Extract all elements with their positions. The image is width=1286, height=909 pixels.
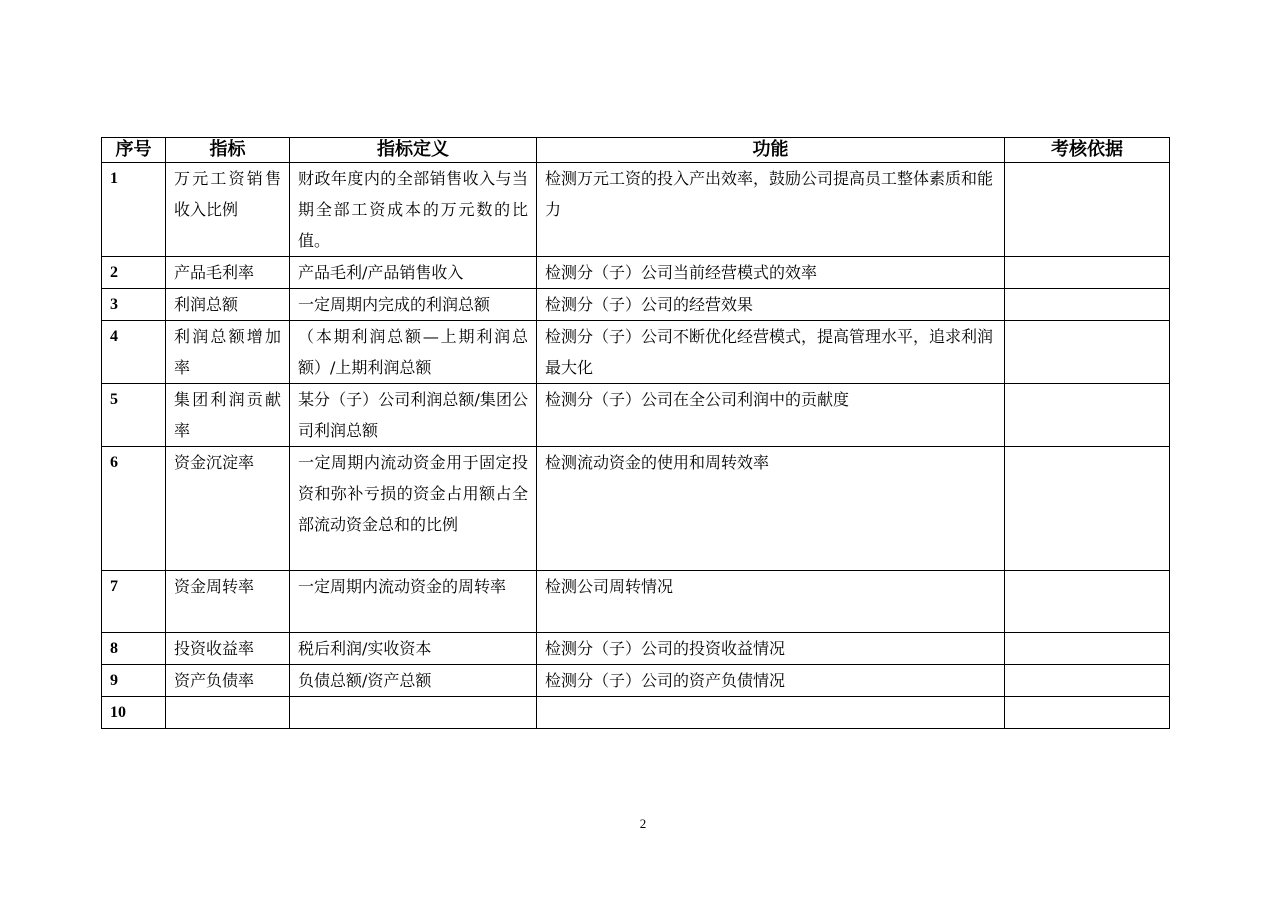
table-row (102, 321, 1170, 384)
definition-cell: 某分（子）公司利润总额/集团公司利润总额 (290, 384, 537, 447)
indicator-cell: 产品毛利率 (166, 257, 290, 289)
table-row (102, 289, 1170, 321)
function-cell: 检测分（子）公司的投资收益情况 (537, 633, 1005, 665)
function-cell: 检测万元工资的投入产出效率，鼓励公司提高员工整体素质和能力 (537, 163, 1005, 257)
indicator-cell: 资金周转率 (166, 571, 290, 633)
row-number: 5 (102, 384, 166, 447)
basis-cell (1005, 571, 1170, 633)
function-cell: 检测公司周转情况 (537, 571, 1005, 633)
function-cell: 检测流动资金的使用和周转效率 (537, 447, 1005, 571)
row-number: 8 (102, 633, 166, 665)
basis-cell (1005, 447, 1170, 571)
row-number: 10 (102, 697, 166, 729)
function-cell: 检测分（子）公司的经营效果 (537, 289, 1005, 321)
basis-cell (1005, 289, 1170, 321)
basis-cell (1005, 697, 1170, 729)
basis-cell (1005, 665, 1170, 697)
header-no: 序号 (102, 138, 166, 163)
row-number: 7 (102, 571, 166, 633)
function-cell (537, 697, 1005, 729)
definition-cell: 财政年度内的全部销售收入与当期全部工资成本的万元数的比值。 (290, 163, 537, 257)
definition-cell: 一定周期内流动资金用于固定投资和弥补亏损的资金占用额占全部流动资金总和的比例 (290, 447, 537, 571)
page-number: 2 (639, 816, 647, 831)
definition-cell: 税后利润/实收资本 (290, 633, 537, 665)
table-row (102, 257, 1170, 289)
row-number: 6 (102, 447, 166, 571)
row-number: 2 (102, 257, 166, 289)
definition-cell: 负债总额/资产总额 (290, 665, 537, 697)
header-function: 功能 (537, 138, 1005, 163)
indicator-cell: 万元工资销售收入比例 (166, 163, 290, 257)
indicator-cell (166, 697, 290, 729)
table-row (102, 697, 1170, 729)
indicator-cell: 利润总额增加率 (166, 321, 290, 384)
indicator-cell: 集团利润贡献率 (166, 384, 290, 447)
definition-cell (290, 697, 537, 729)
table-row (102, 633, 1170, 665)
row-number: 4 (102, 321, 166, 384)
table-row (102, 163, 1170, 257)
indicator-cell: 资金沉淀率 (166, 447, 290, 571)
basis-cell (1005, 257, 1170, 289)
table-header-row (102, 138, 1170, 163)
header-indicator: 指标 (166, 138, 290, 163)
definition-cell: 一定周期内完成的利润总额 (290, 289, 537, 321)
table-row (102, 665, 1170, 697)
basis-cell (1005, 163, 1170, 257)
header-basis: 考核依据 (1005, 138, 1170, 163)
table-row (102, 384, 1170, 447)
indicator-cell: 资产负债率 (166, 665, 290, 697)
table-row (102, 447, 1170, 571)
row-number: 3 (102, 289, 166, 321)
kpi-table (101, 137, 1170, 729)
definition-cell: 产品毛利/产品销售收入 (290, 257, 537, 289)
function-cell: 检测分（子）公司在全公司利润中的贡献度 (537, 384, 1005, 447)
definition-cell: （本期利润总额—上期利润总额）/上期利润总额 (290, 321, 537, 384)
definition-cell: 一定周期内流动资金的周转率 (290, 571, 537, 633)
indicator-cell: 利润总额 (166, 289, 290, 321)
table-row (102, 571, 1170, 633)
basis-cell (1005, 384, 1170, 447)
function-cell: 检测分（子）公司的资产负债情况 (537, 665, 1005, 697)
function-cell: 检测分（子）公司不断优化经营模式，提高管理水平，追求利润最大化 (537, 321, 1005, 384)
basis-cell (1005, 633, 1170, 665)
row-number: 9 (102, 665, 166, 697)
function-cell: 检测分（子）公司当前经营模式的效率 (537, 257, 1005, 289)
row-number: 1 (102, 163, 166, 257)
basis-cell (1005, 321, 1170, 384)
header-definition: 指标定义 (290, 138, 537, 163)
indicator-cell: 投资收益率 (166, 633, 290, 665)
